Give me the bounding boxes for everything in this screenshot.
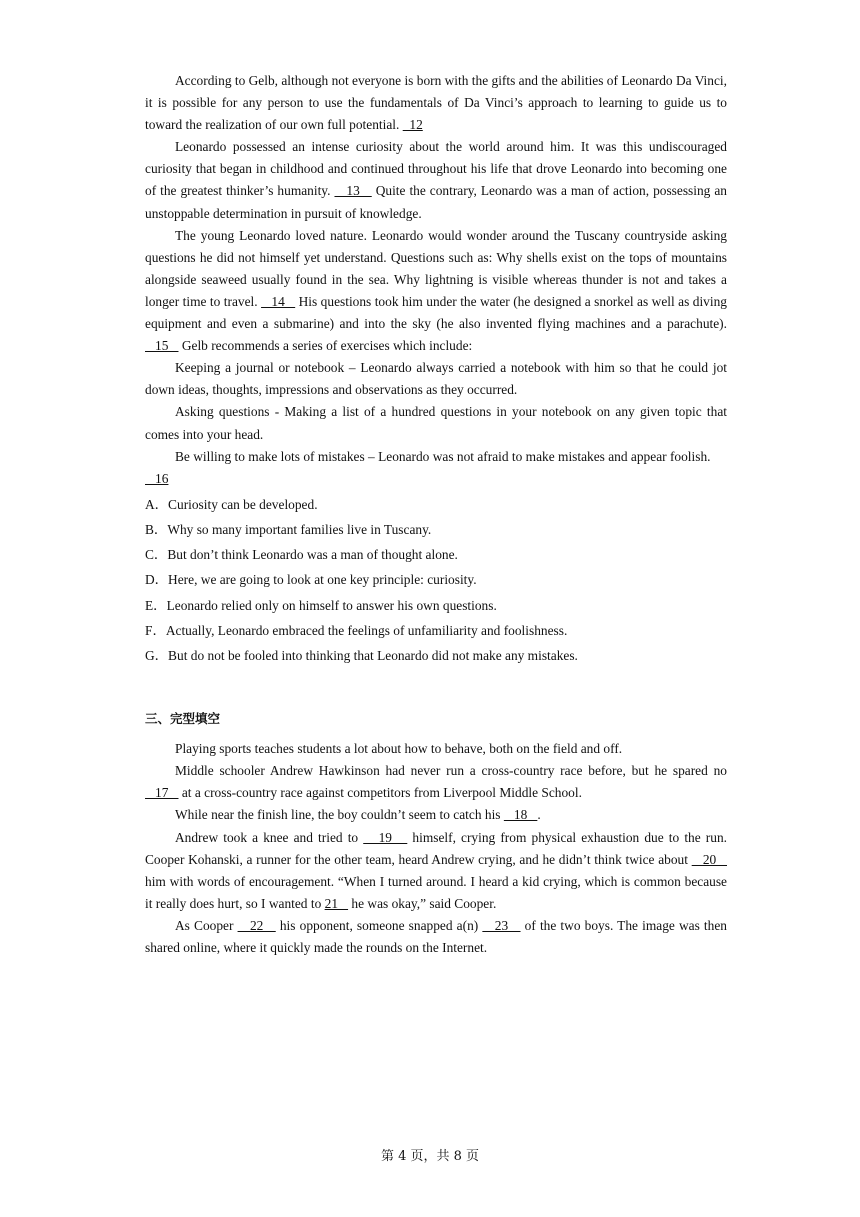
blank-13: 13 xyxy=(334,183,372,199)
option-c: C．But don’t think Leonardo was a man of thought alone. xyxy=(145,547,458,563)
reading-paragraph-4: Keeping a journal or notebook – Leonardo always carried a notebook with him so that he could jot down ideas, thoughts, impressions and observations as they occurred. xyxy=(145,360,727,398)
page-number-footer: 第 4 页，共 8 页 xyxy=(380,1149,480,1164)
blank-12: 12 xyxy=(402,117,423,133)
reading-paragraph-6: Be willing to make lots of mistakes – Leonardo was not afraid to make mistakes and appear foolish. xyxy=(175,448,711,464)
blank-15: 15 xyxy=(145,338,179,354)
option-g: G．But do not be fooled into thinking that Leonardo did not make any mistakes. xyxy=(145,648,578,663)
blank-19: 19 xyxy=(363,829,408,845)
blank-23: 23 xyxy=(482,917,521,933)
answer-options xyxy=(145,492,727,668)
cloze-paragraph-3: While near the finish line, the boy couldn’t seem to catch his 18 . xyxy=(175,807,541,823)
reading-paragraph-7 xyxy=(145,468,727,490)
option-a: A．Curiosity can be developed. xyxy=(145,496,318,512)
cloze-paragraph-2: Middle schooler Andrew Hawkinson had never run a cross-country race before, but he spared no 17 at a cross-country race against competitors from Liverpool Middle School. xyxy=(145,763,727,801)
reading-paragraph-2: Leonardo possessed an intense curiosity about the world around him. It was this undiscouraged curiosity that began in childhood and continued throughout his life that drove Leonardo into becoming one of the greatest thinker’s humanity. 13 Quite the contrary, Leonardo was a man of action, possessing an unstoppable determination in pursuit of knowledge. xyxy=(145,139,727,221)
reading-paragraph-1: According to Gelb, although not everyone is born with the gifts and the abilities of Leonardo Da Vinci, it is possible for any person to use the fundamentals of Da Vinci’s approach to learning to guide us to toward the realization of our own full potential. 12 xyxy=(145,73,727,133)
blank-14: 14 xyxy=(261,293,296,309)
reading-paragraph-3: The young Leonardo loved nature. Leonardo would wonder around the Tuscany countryside asking questions he did not himself yet understand. Questions such as: Why shells exist on the tops of mountains alongside seaweed usually found in the sea. Why lightning is visible whereas thunder is not and takes a longer time to travel. 14 His questions took him under the water (he designed a snorkel as well as diving equipment and even a submarine) and into the sky (he also invented flying machines and a parachute). 15 Gelb recommends a series of exercises which include: xyxy=(145,227,727,354)
blank-17: 17 xyxy=(145,785,179,801)
cloze-paragraph-5: As Cooper 22 his opponent, someone snapped a(n) 23 of the two boys. The image was then shared online, where it quickly made the rounds on the Internet. xyxy=(145,917,727,956)
blank-21: 21 xyxy=(324,895,349,911)
option-d: D．Here, we are going to look at one key principle: curiosity. xyxy=(145,572,477,588)
section-heading-cloze: 三、完型填空 xyxy=(145,711,221,727)
blank-18: 18 xyxy=(503,807,538,823)
cloze-paragraph-1: Playing sports teaches students a lot about how to behave, both on the field and off. xyxy=(175,741,623,757)
blank-22: 22 xyxy=(237,917,276,933)
blank-20: 20 xyxy=(691,851,727,867)
reading-paragraph-5: Asking questions - Making a list of a hundred questions in your notebook on any given topic that comes into your head. xyxy=(145,404,727,442)
option-f: F．Actually, Leonardo embraced the feelings of unfamiliarity and foolishness. xyxy=(145,622,568,638)
cloze-paragraph-4: Andrew took a knee and tried to 19 himself, crying from physical exhaustion due to the run. Cooper Kohanski, a runner for the other team, heard Andrew crying, and he didn’t think twice about 20 him with words of encouragement. “When I turned around. I heard a kid crying, which is common because it really does hurt, so I wanted to 21 he was okay,” said Cooper. xyxy=(145,829,727,911)
blank-16: 16 xyxy=(145,470,169,486)
document-body xyxy=(145,70,727,959)
option-b: B．Why so many important families live in Tuscany. xyxy=(145,521,432,537)
option-e: E．Leonardo relied only on himself to answer his own questions. xyxy=(145,597,497,613)
